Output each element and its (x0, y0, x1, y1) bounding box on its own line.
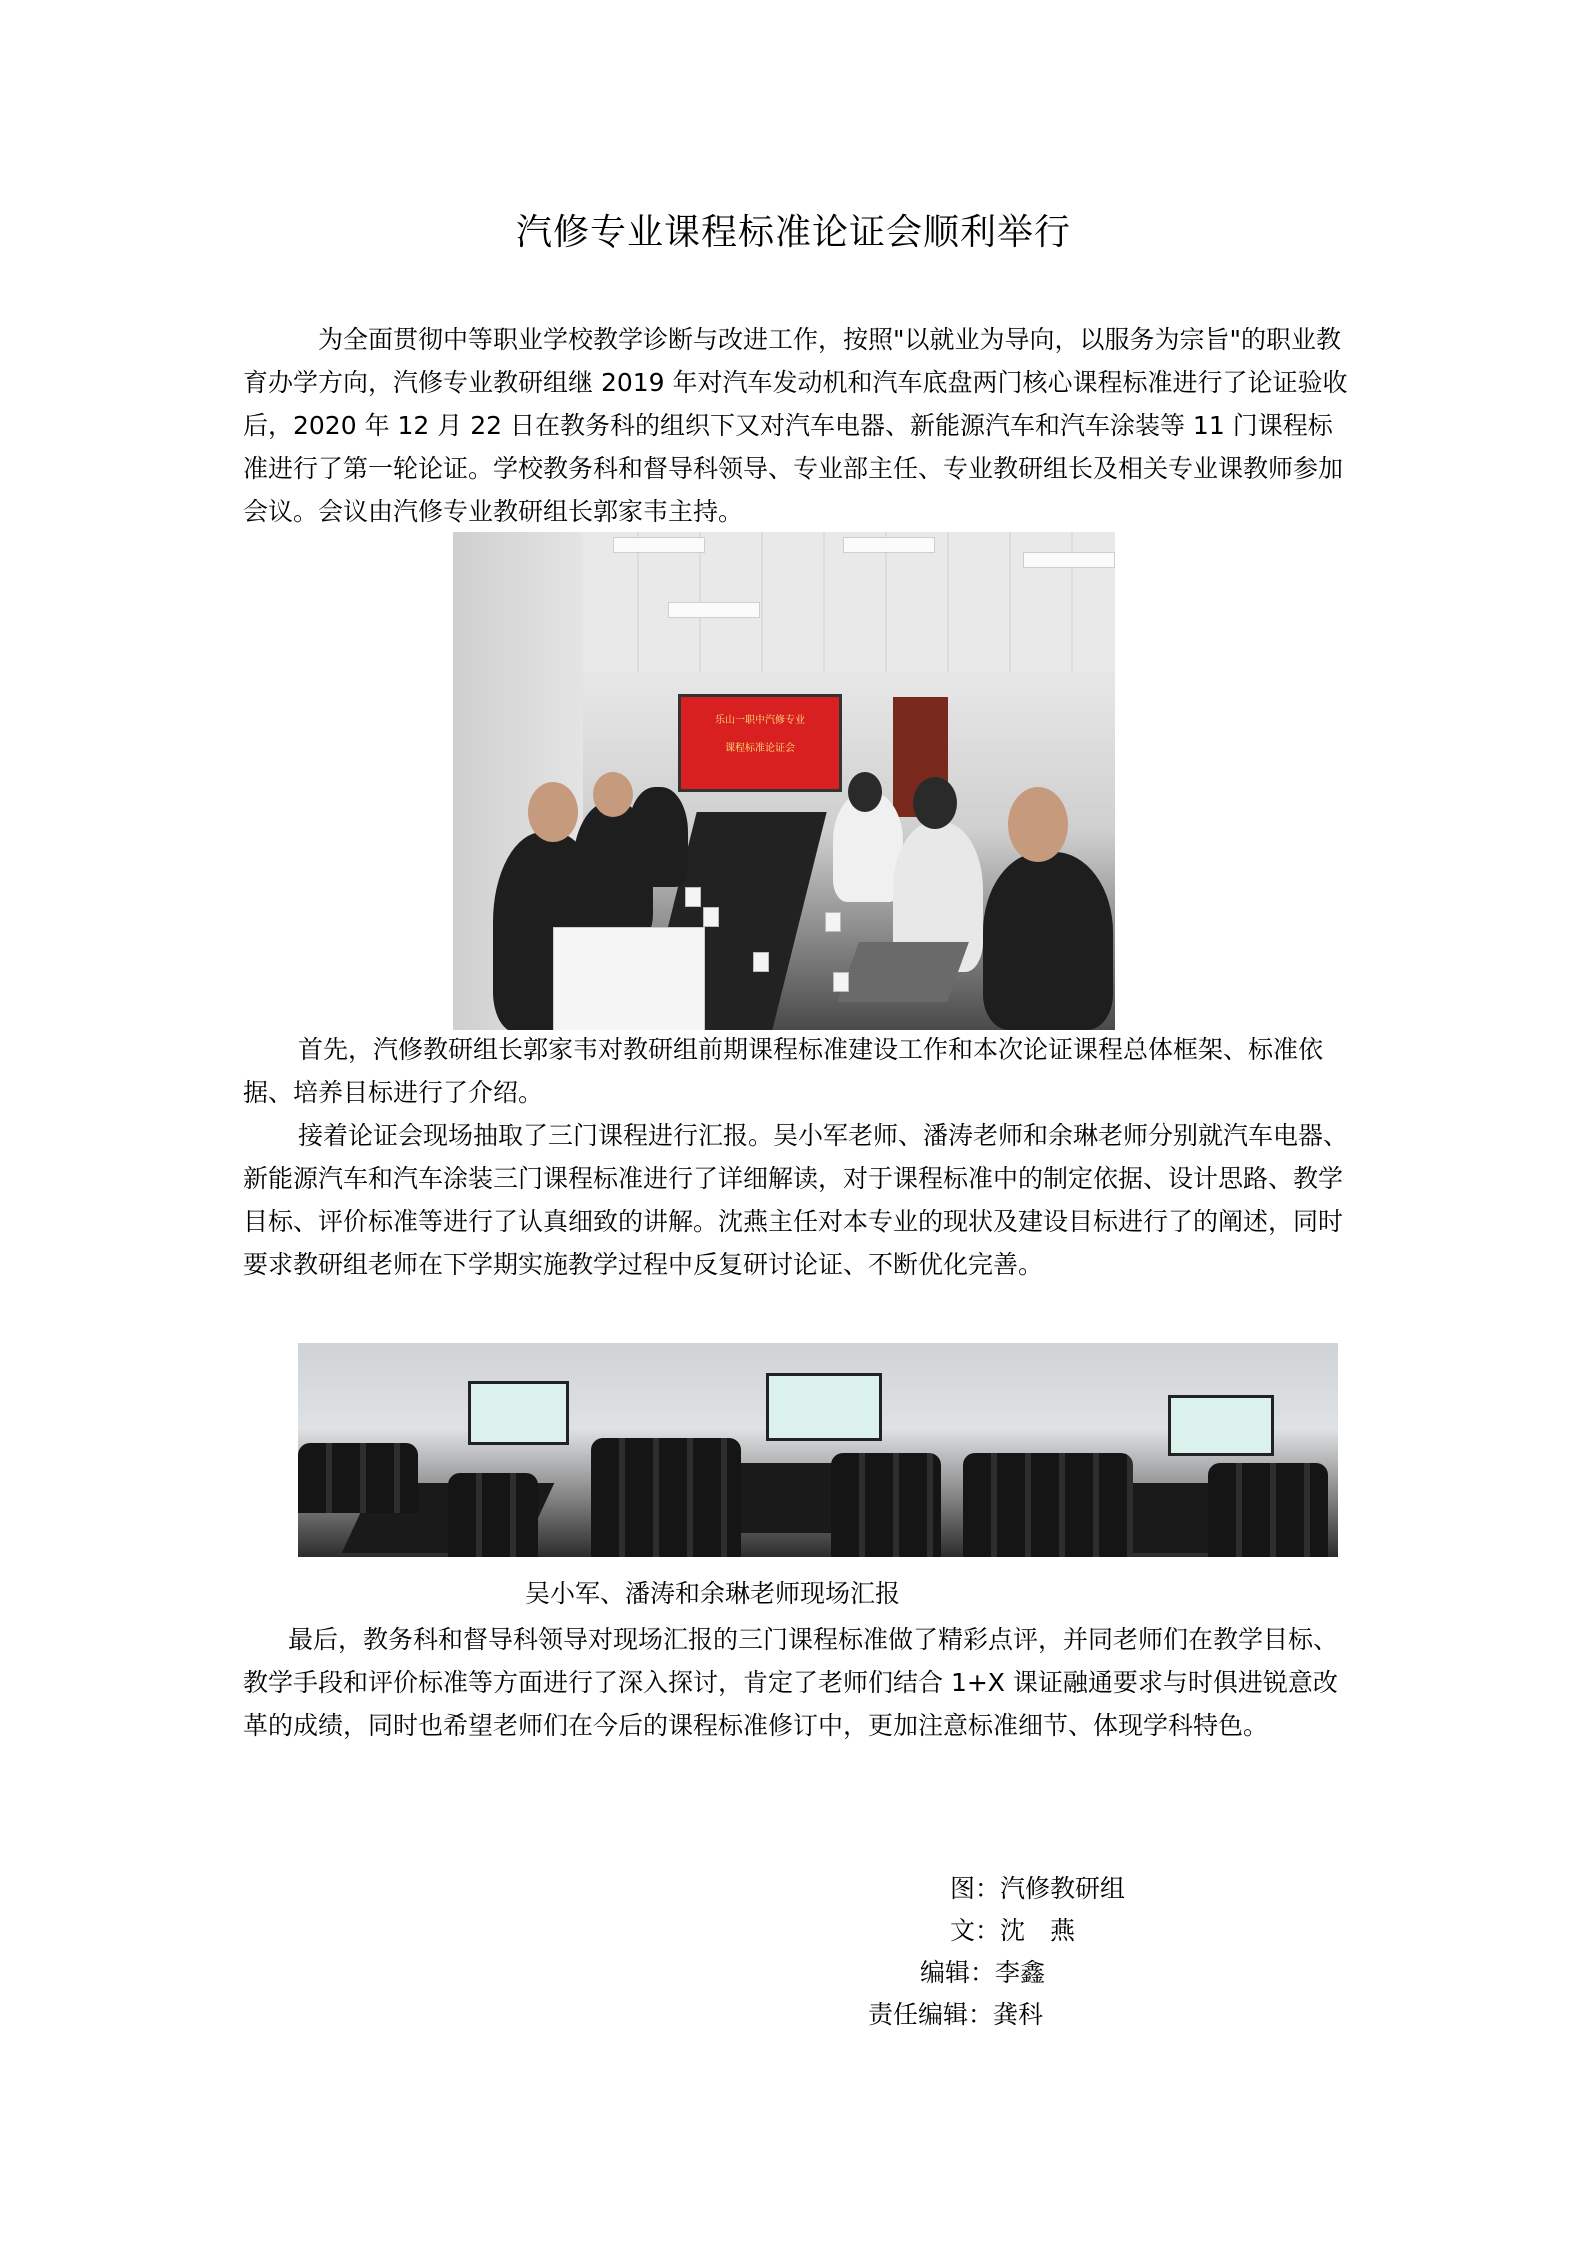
display-screen (766, 1373, 882, 1441)
attendee-head (848, 772, 882, 812)
cup (703, 907, 719, 927)
credit-photo: 图：汽修教研组 (950, 1874, 1126, 1903)
cup (685, 887, 701, 907)
screen-line-1: 乐山一职中汽修专业 (715, 715, 805, 726)
ceiling-light (613, 537, 705, 553)
ceiling-light (1023, 552, 1115, 568)
display-screen (468, 1381, 569, 1445)
report-photo-1 (298, 1343, 581, 1557)
attendee-head (913, 777, 957, 829)
article-title: 汽修专业课程标准论证会顺利举行 (515, 212, 1071, 253)
attendee-head (1008, 787, 1068, 862)
paragraph-second: 接着论证会现场抽取了三门课程进行汇报。吴小军老师、潘涛老师和余琳老师分别就汽车电器、新能源汽车和汽车涂装三门课程标准进行了详细解读，对于课程标准中的制定依据、设计思路、教学目标、评价标准等进行了认真细致的讲解。沈燕主任对本专业的现状及建设目标进行了的阐述，同时要求教研组老师在下学期实施教学过程中反复研讨论证、不断优化完善。 (243, 1121, 1349, 1279)
cup (753, 952, 769, 972)
display-screen (1168, 1395, 1274, 1456)
report-photo-2 (581, 1343, 958, 1557)
attendee-head (528, 782, 578, 842)
attendees (591, 1438, 741, 1557)
credit-text: 文：沈 燕 (950, 1916, 1076, 1945)
credit-editor: 编辑：李鑫 (920, 1958, 1046, 1987)
report-photo-3 (958, 1343, 1338, 1557)
attendee (628, 787, 688, 887)
paragraph-final: 最后，教务科和督导科领导对现场汇报的三门课程标准做了精彩点评，并同老师们在教学目标、教学手段和评价标准等方面进行了深入探讨，肯定了老师们结合 1+X 课证融通要求与时俱进锐意改革的成绩，同时也希望老师们在今后的课程标准修订中，更加注意标准细节、体现学科特色。 (243, 1625, 1339, 1740)
cup (833, 972, 849, 992)
attendee (983, 852, 1113, 1030)
laptop (837, 942, 969, 1002)
projection-screen (678, 694, 842, 792)
attendees (298, 1443, 418, 1513)
screen-line-2: 课程标准论证会 (725, 743, 795, 754)
credit-chief-editor: 责任编辑：龚科 (868, 2000, 1044, 2029)
attendee-head (593, 772, 633, 817)
attendees (963, 1453, 1133, 1557)
document-paper (553, 927, 705, 1030)
attendees (831, 1453, 941, 1557)
cup (825, 912, 841, 932)
ceiling-light (668, 602, 760, 618)
photo-caption: 吴小军、潘涛和余琳老师现场汇报 (525, 1579, 901, 1608)
paragraph-intro: 为全面贯彻中等职业学校教学诊断与改进工作，按照"以就业为导向，以服务为宗旨"的职业教育办学方向，汽修专业教研组继 2019 年对汽车发动机和汽车底盘两门核心课程标准进行了论证验收后，2020 年 12 月 22 日在教务科的组织下又对汽车电器、新能源汽车和汽车涂装等 11 门课程标准进行了第一轮论证。学校教务科和督导科领导、专业部主任、专业教研组长及相关专业课教师参加会议。会议由汽修专业教研组长郭家韦主持。 (243, 325, 1348, 526)
paragraph-first: 首先，汽修教研组长郭家韦对教研组前期课程标准建设工作和本次论证课程总体框架、标准依据、培养目标进行了介绍。 (243, 1035, 1324, 1107)
attendees (448, 1473, 538, 1557)
ceiling-light (843, 537, 935, 553)
meeting-photo (453, 532, 1115, 1030)
attendees (1208, 1463, 1328, 1557)
